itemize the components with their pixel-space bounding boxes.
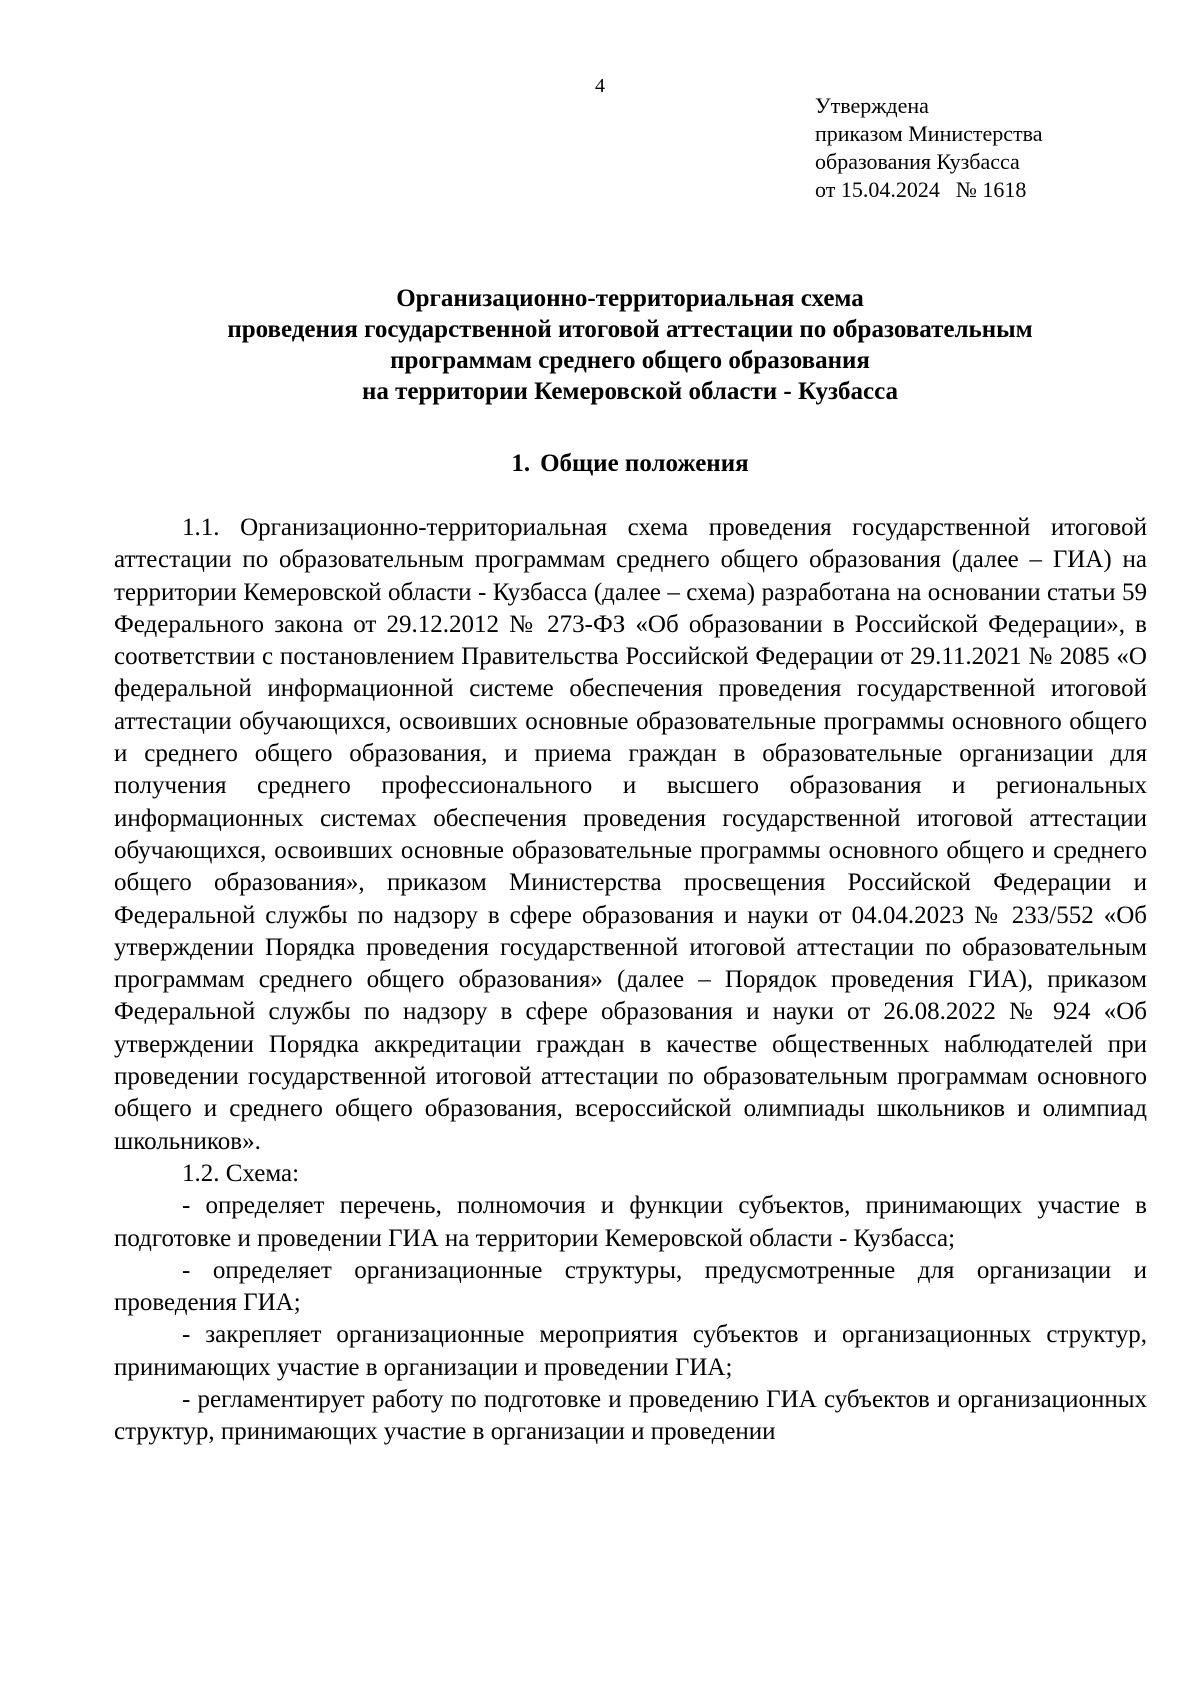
approval-stamp [815, 92, 1043, 204]
list-item: - определяет перечень, полномочия и функции субъектов, принимающих участие в подготовке и проведении ГИА на территории Кемеровской области - Кузбасса; [114, 1192, 1147, 1252]
body-text [114, 512, 1147, 1449]
approval-line: приказом Министерства [815, 121, 1043, 146]
document-title [110, 283, 1150, 407]
list-item: - определяет организационные структуры, предусмотренные для организации и проведения ГИА; [114, 1256, 1147, 1317]
approval-date: от 15.04.2024 [815, 177, 940, 202]
section-number: 1. [511, 450, 531, 477]
title-line: проведения государственной итоговой аттестации по образовательным [227, 316, 1033, 343]
title-line: программам среднего общего образования [390, 347, 870, 374]
page-number: 4 [595, 75, 605, 97]
title-line: Организационно-территориальная схема [396, 285, 864, 312]
list-item: - регламентирует работу по подготовке и проведению ГИА субъектов и организационных структур, принимающих участие в организации и проведении [114, 1386, 1147, 1446]
paragraph-1-2: 1.2. Схема: [182, 1159, 300, 1187]
section-title: Общие положения [540, 450, 749, 477]
approval-line: Утверждена [815, 93, 929, 118]
title-line: на территории Кемеровской области - Кузбасса [361, 378, 899, 405]
approval-date-line [815, 176, 1043, 204]
approval-line: образования Кузбасса [815, 149, 1020, 174]
section-heading [110, 448, 1150, 479]
list-item: - закрепляет организационные мероприятия субъектов и организационных структур, принимающих участие в организации и проведении ГИА; [114, 1321, 1147, 1381]
approval-order-number: № 1618 [955, 177, 1027, 202]
paragraph-1-1: 1.1. Организационно-территориальная схема проведения государственной итоговой аттестации по образовательным программам среднего общего образования (далее – ГИА) на территории Кемеровской области - Кузбасса (далее – схема) разработана на основании статьи 59 Федерального закона от 29.12.2012 № 273-ФЗ «Об образовании в Российской Федерации», в соответствии с постановлением Правительства Российской Федерации от 29.11.2021 № 2085 «О федеральной информационной системе обеспечения проведения государственной итоговой аттестации обучающихся, освоивших основные образовательные программы основного общего и среднего общего образования, и приема граждан в образовательные организации для получения среднего профессионального и высшего образования и региональных информационных системах обеспечения проведения государственной итоговой аттестации обучающихся, освоивших основные образовательные программы основного общего и среднего общего образования», приказом Министерства просвещения Российской Федерации и Федеральной службы по надзору в сфере образования и науки от 04.04.2023 № 233/552 «Об утверждении Порядка проведения государственной итоговой аттестации по образовательным программам среднего общего образования» (далее – Порядок проведения ГИА), приказом Федеральной службы по надзору в сфере образования и науки от 26.08.2022 № 924 «Об утверждении Порядка аккредитации граждан в качестве общественных наблюдателей при проведении государственной итоговой аттестации по образовательным программам основного общего и среднего общего образования, всероссийской олимпиады школьников и олимпиад школьников». [114, 514, 1147, 1155]
